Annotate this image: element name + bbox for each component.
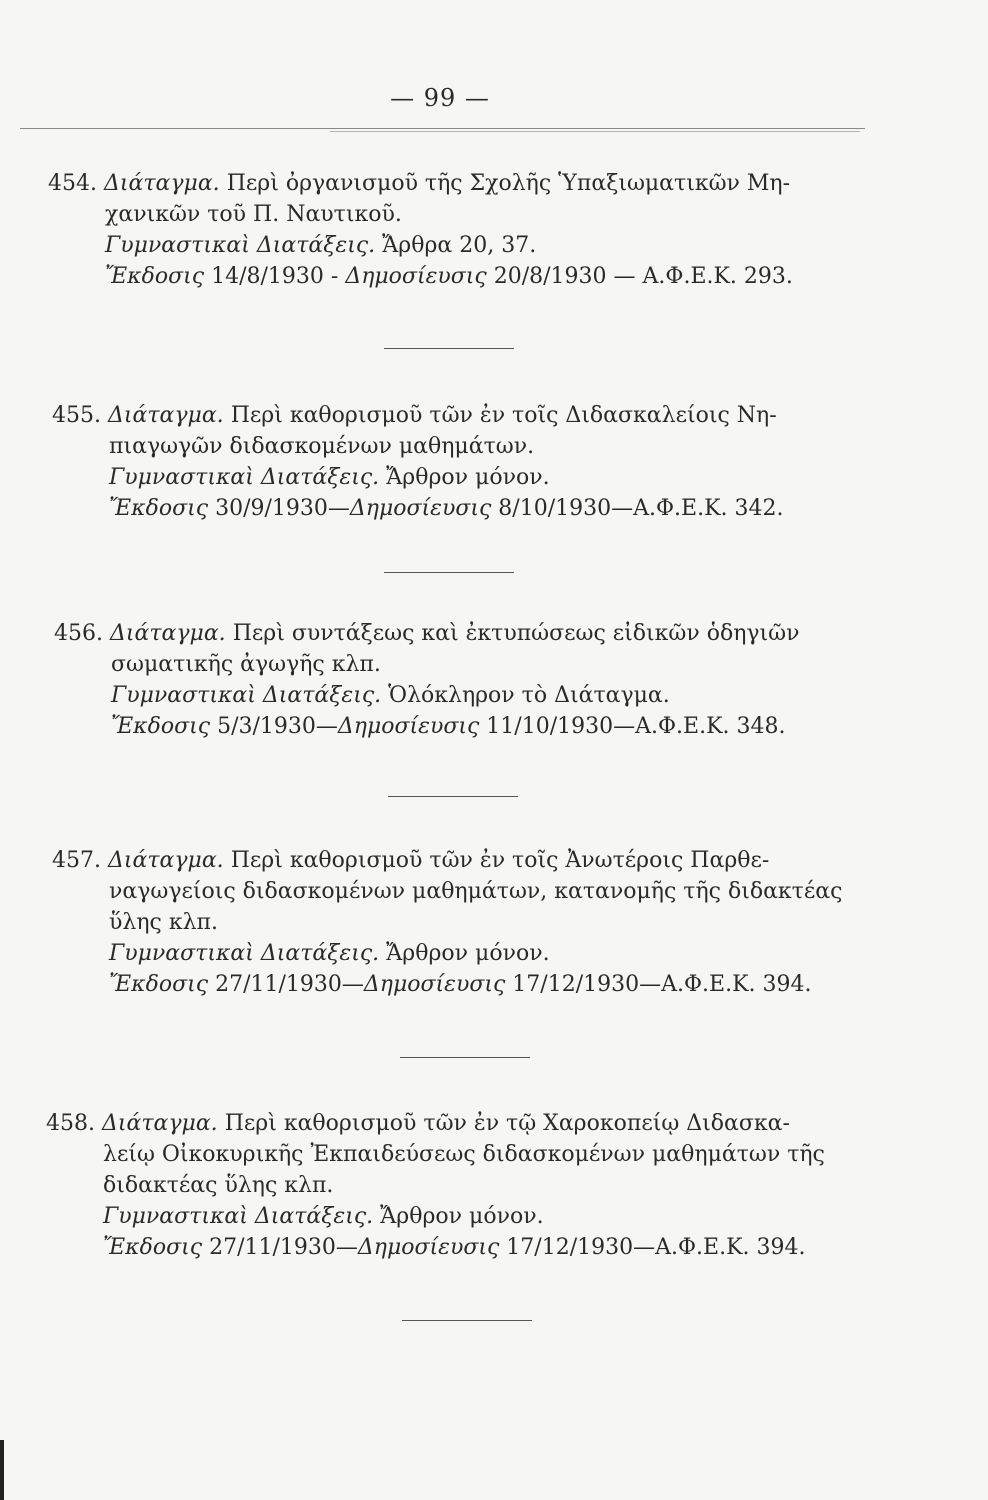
scan-edge-mark (0, 1440, 4, 1500)
issue-label: Ἔκδοσις (109, 972, 209, 997)
entry-type: Διάταγμα. (107, 848, 224, 873)
entry-issue-line: Ἔκδοσις 27/11/1930—Δημοσίευσις 17/12/1930—Α.Φ.Ε.Κ. 394. (103, 1235, 806, 1260)
entry-title-continuation: διδακτέας ὕλης κλπ. (103, 1173, 334, 1198)
entry-issue-line: Ἔκδοσις 5/3/1930—Δημοσίευσις 11/10/1930—Α.Φ.Ε.Κ. 348. (111, 714, 786, 739)
entry-title-line (54, 618, 914, 649)
entry-number: 457. (52, 848, 101, 873)
provisions-label: Γυμναστικαὶ Διατάξεις. (103, 1204, 374, 1229)
entry-title-line (46, 1108, 906, 1139)
header-rule-secondary (330, 131, 860, 132)
provisions-label: Γυμναστικαὶ Διατάξεις. (109, 465, 380, 490)
entry-title-continuation: ναγωγείοις διδασκομένων μαθημάτων, κατανομῆς τῆς διδακτέας (109, 879, 843, 904)
publication-date: 20/8/1930 (493, 264, 607, 289)
publication-label: Δημοσίευσις (345, 264, 487, 289)
entry-title: Περὶ καθορισμοῦ τῶν ἐν τῷ Χαροκοπείῳ Διδασκα- (224, 1111, 790, 1136)
entry-title-continuation: ὕλης κλπ. (109, 910, 218, 935)
publication-label: Δημοσίευσις (337, 714, 480, 739)
provisions-value: Ἄρθρον μόνον. (386, 465, 550, 490)
decree-entry-457 (52, 845, 912, 1000)
fek-reference: Α.Φ.Ε.Κ. 348. (635, 714, 786, 739)
issue-label: Ἔκδοσις (105, 264, 205, 289)
decree-entry-456 (54, 618, 914, 742)
entry-type: Διάταγμα. (101, 1111, 218, 1136)
decree-entry-455 (52, 400, 912, 524)
header-rule (20, 128, 865, 129)
entry-separator (400, 1057, 530, 1058)
entry-title: Περὶ καθορισμοῦ τῶν ἐν τοῖς Διδασκαλείοις Νη- (230, 403, 777, 428)
entry-title-continuation: σωματικῆς ἀγωγῆς κλπ. (111, 652, 381, 677)
fek-reference: Α.Φ.Ε.Κ. 293. (642, 264, 793, 289)
provisions-label: Γυμναστικαὶ Διατάξεις. (105, 233, 376, 258)
entry-separator (384, 572, 514, 573)
publication-date: 17/12/1930 (512, 972, 640, 997)
issue-date: 14/8/1930 (211, 264, 324, 289)
issue-date: 27/11/1930 (209, 1235, 336, 1260)
publication-date: 17/12/1930 (506, 1235, 634, 1260)
entry-issue-line: Ἔκδοσις 14/8/1930 - Δημοσίευσις 20/8/1930 — Α.Φ.Ε.Κ. 293. (105, 264, 793, 289)
entry-number: 455. (52, 403, 101, 428)
fek-reference: Α.Φ.Ε.Κ. 394. (661, 972, 812, 997)
entry-separator (384, 348, 514, 349)
entry-separator (402, 1320, 532, 1321)
fek-reference: Α.Φ.Ε.Κ. 394. (655, 1235, 806, 1260)
entry-title-continuation: πιαγωγῶν διδασκομένων μαθημάτων. (109, 434, 535, 459)
entry-title: Περὶ ὀργανισμοῦ τῆς Σχολῆς Ὑπαξιωματικῶν Μη- (226, 171, 791, 196)
entry-title-line (48, 168, 908, 199)
entry-type: Διάταγμα. (109, 621, 226, 646)
issue-label: Ἔκδοσις (111, 714, 211, 739)
entry-title: Περὶ καθορισμοῦ τῶν ἐν τοῖς Ἀνωτέροις Παρθε- (230, 848, 770, 873)
entry-type: Διάταγμα. (107, 403, 224, 428)
provisions-label: Γυμναστικαὶ Διατάξεις. (111, 683, 382, 708)
page-number: — 99 — (390, 84, 490, 112)
issue-date: 5/3/1930 (217, 714, 316, 739)
provisions-value: Ἄρθρον μόνον. (386, 941, 550, 966)
decree-entry-454 (48, 168, 908, 292)
entry-provisions (52, 462, 912, 493)
entry-issue-line: Ἔκδοσις 30/9/1930—Δημοσίευσις 8/10/1930—Α.Φ.Ε.Κ. 342. (109, 496, 784, 521)
entry-type: Διάταγμα. (103, 171, 220, 196)
decree-entry-458 (46, 1108, 906, 1263)
entry-number: 458. (46, 1111, 95, 1136)
issue-label: Ἔκδοσις (103, 1235, 203, 1260)
entry-issue-line: Ἔκδοσις 27/11/1930—Δημοσίευσις 17/12/1930—Α.Φ.Ε.Κ. 394. (109, 972, 812, 997)
entry-provisions (52, 938, 912, 969)
entry-separator (388, 796, 518, 797)
entry-title: Περὶ συντάξεως καὶ ἐκτυπώσεως εἰδικῶν ὁδηγιῶν (232, 621, 800, 646)
issue-date: 30/9/1930 (215, 496, 328, 521)
publication-date: 11/10/1930 (486, 714, 614, 739)
publication-date: 8/10/1930 (498, 496, 612, 521)
entry-number: 454. (48, 171, 97, 196)
provisions-value: Ἄρθρον μόνον. (380, 1204, 544, 1229)
provisions-value: Ἄρθρα 20, 37. (382, 233, 537, 258)
entry-number: 456. (54, 621, 103, 646)
publication-label: Δημοσίευσις (363, 972, 506, 997)
publication-label: Δημοσίευσις (349, 496, 492, 521)
entry-title-continuation: χανικῶν τοῦ Π. Ναυτικοῦ. (105, 202, 402, 227)
entry-provisions (48, 230, 908, 261)
entry-title-continuation: λείῳ Οἰκοκυρικῆς Ἐκπαιδεύσεως διδασκομένων μαθημάτων τῆς (103, 1142, 825, 1167)
provisions-value: Ὁλόκληρον τὸ Διάταγμα. (388, 683, 670, 708)
issue-date: 27/11/1930 (215, 972, 342, 997)
issue-label: Ἔκδοσις (109, 496, 209, 521)
fek-reference: Α.Φ.Ε.Κ. 342. (633, 496, 784, 521)
entry-provisions (46, 1201, 906, 1232)
entry-title-line (52, 845, 912, 876)
provisions-label: Γυμναστικαὶ Διατάξεις. (109, 941, 380, 966)
entry-title-line (52, 400, 912, 431)
entry-provisions (54, 680, 914, 711)
publication-label: Δημοσίευσις (357, 1235, 500, 1260)
